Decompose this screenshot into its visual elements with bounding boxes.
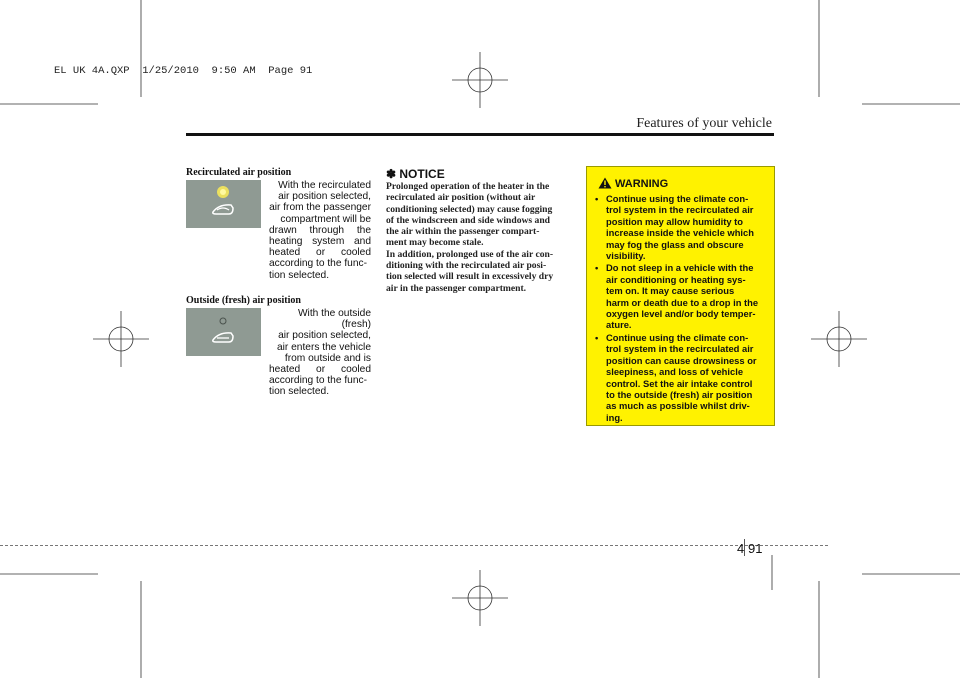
text-line: as much as possible whilst driv- [606,400,750,412]
text-line: heating system and [269,236,371,248]
text-line: tion selected. [269,269,330,281]
recirculated-button-photo [186,180,261,228]
fresh-air-icon [186,308,261,356]
text-line: ment may become stale. [386,237,484,249]
page-number: 91 [748,541,763,556]
text-line: according to the func- [269,258,367,270]
bullet-glyph: • [595,331,599,343]
text-line: oxygen level and/or body temper- [606,308,756,320]
running-header: Features of your vehicle [636,116,772,131]
text-line: position may allow humidity to [606,215,743,227]
text-line: of the windscreen and side windows and [386,214,551,226]
text-line: the air within the passenger compart- [386,226,540,238]
bullet-glyph: • [595,262,599,274]
text-line: tem on. It may cause serious [606,285,735,297]
text-line: harm or death due to a drop in the [606,296,759,308]
text-line: increase inside the vehicle which [606,227,754,239]
text-line: visibility. [606,250,646,262]
outside-body [269,308,371,398]
text-line: Prolonged operation of the heater in the [386,181,550,192]
text-line: air from the passenger [269,202,371,214]
text-line: compartment will be [280,213,371,225]
recirculate-air-icon [186,180,261,228]
text-line: trol system in the recirculated air [606,204,754,216]
text-line: heated or cooled [269,364,371,376]
text-line: ditioning with the recirculated air posi- [386,260,547,272]
print-slug: EL UK 4A.QXP 1/25/2010 9:50 AM Page 91 [54,65,313,77]
warning-list [595,193,771,424]
text-line: In addition, prolonged use of the air con- [386,248,554,260]
text-line: air position selected, [278,191,371,203]
text-line: With the outside (fresh) [297,308,371,331]
text-line: With the recirculated [278,180,371,191]
warning-item [595,332,771,423]
warning-triangle-icon [598,177,612,189]
outside-button-photo [186,308,261,356]
bullet-glyph: • [595,193,599,204]
warning-box [586,166,775,426]
text-line: tion selected. [269,386,330,398]
text-line: Do not sleep in a vehicle with the [606,262,754,274]
text-line: Continue using the climate con- [606,331,749,343]
text-line: air enters the vehicle [276,341,371,353]
recirculated-title: Recirculated air position [186,167,292,178]
text-line: according to the func- [269,375,367,387]
recirculated-body [269,180,371,281]
page-number-separator [744,539,745,556]
text-line: heated or cooled [269,247,371,259]
outside-title: Outside (fresh) air position [186,295,301,306]
text-line: Continue using the climate con- [606,193,749,204]
footer-dashed-rule [0,545,828,546]
notice-body [386,181,574,294]
warning-item [595,262,771,330]
text-line: to the outside (fresh) air position [606,388,753,400]
text-line: air conditioning or heating sys- [606,273,746,285]
text-line: recirculated air position (without air [386,192,536,204]
text-line: control. Set the air intake control [606,377,753,389]
text-line: drawn through the [269,224,371,236]
chapter-number: 4 [737,541,745,556]
text-line: from outside and is [284,352,371,364]
text-line: sleepiness, and loss of vehicle [606,366,744,378]
text-line: position can cause drowsiness or [606,354,757,366]
text-line: conditioning selected) may cause fogging [386,203,553,215]
text-line: trol system in the recirculated air [606,343,754,355]
warning-title: WARNING [615,178,669,190]
text-line: air in the passenger compartment. [386,282,527,294]
text-line: ature. [606,319,632,331]
text-line: ing. [606,411,623,423]
text-line: air position selected, [278,330,371,342]
text-line: may fog the glass and obscure [606,238,744,250]
text-line: tion selected will result in excessively dry [386,271,554,283]
header-rule [186,133,774,136]
notice-title: ✽ NOTICE [386,167,445,181]
warning-item [595,193,771,261]
